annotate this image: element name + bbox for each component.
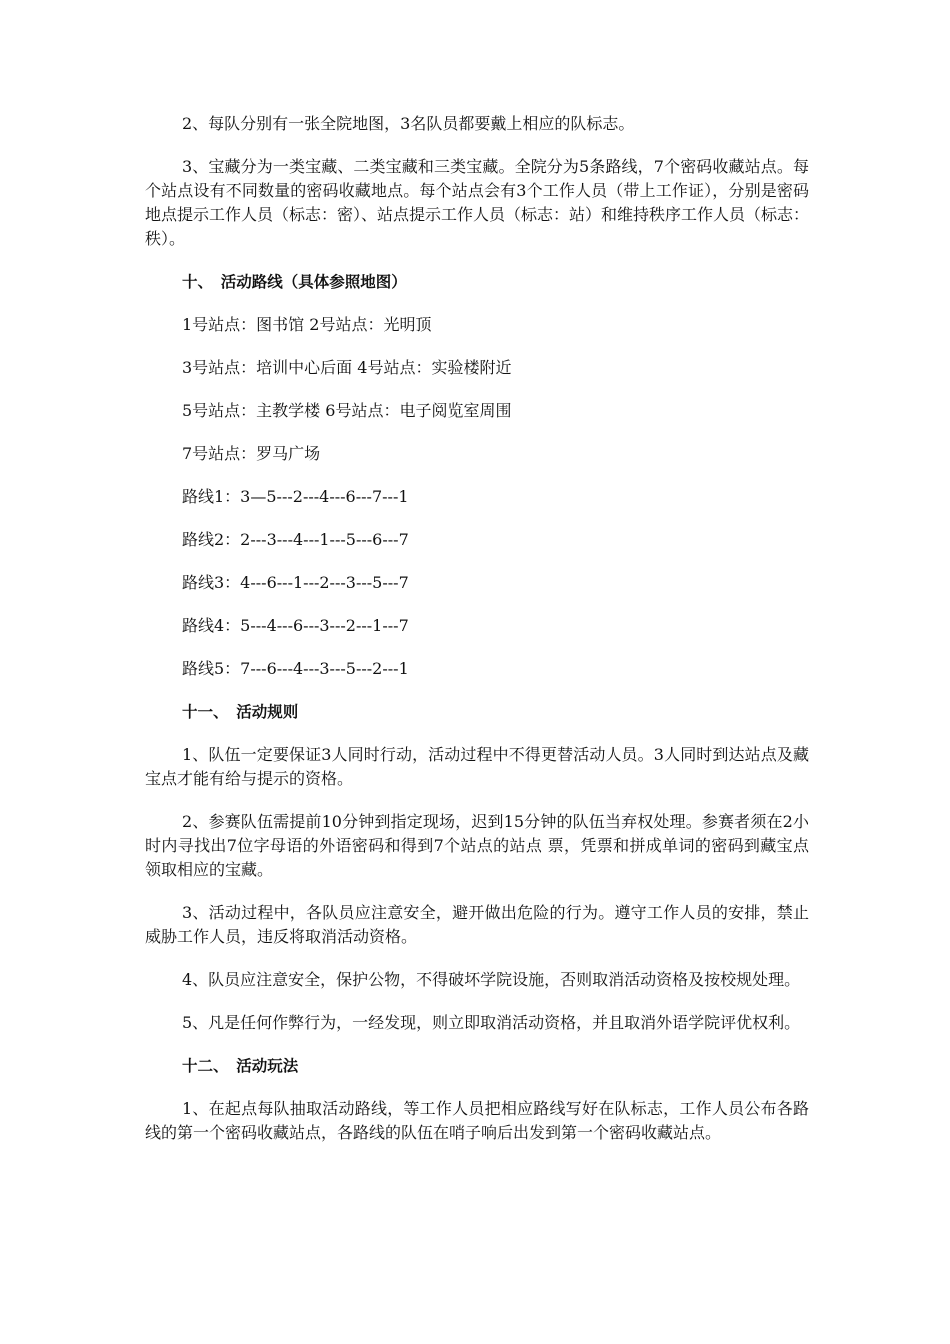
- rule-paragraph: 4、队员应注意安全，保护公物，不得破坏学院设施，否则取消活动资格及按校规处理。: [182, 970, 801, 989]
- station-line: 1号站点：图书馆 2号站点：光明顶: [182, 315, 432, 334]
- paragraph-treasure-types: 3、宝藏分为一类宝藏、二类宝藏和三类宝藏。全院分为5条路线，7个密码收藏站点。每个站点设有不同数量的密码收藏地点。每个站点会有3个工作人员（带上工作证），分别是密码地点提示工作人员（标志：密）、站点提示工作人员（标志：站）和维持秩序工作人员（标志：秩）。: [145, 157, 810, 248]
- route-line: 路线4：5---4---6---3---2---1---7: [182, 616, 409, 635]
- route-line: 路线3：4---6---1---2---3---5---7: [182, 573, 409, 592]
- rule-paragraph: 1、队伍一定要保证3人同时行动，活动过程中不得更替活动人员。3人同时到达站点及藏宝点才能有给与提示的资格。: [145, 745, 809, 788]
- paragraph-team-map: 2、每队分别有一张全院地图，3名队员都要戴上相应的队标志。: [182, 114, 635, 133]
- route-line: 路线1：3—5---2---4---6---7---1: [182, 487, 409, 506]
- section-heading-rules: 十一、 活动规则: [182, 703, 299, 721]
- route-line: 路线5：7---6---4---3---5---2---1: [182, 659, 409, 678]
- rule-paragraph: 3、活动过程中，各队员应注意安全，避开做出危险的行为。遵守工作人员的安排，禁止威胁工作人员，违反将取消活动资格。: [145, 903, 809, 946]
- station-line: 7号站点：罗马广场: [182, 444, 321, 463]
- document-body: [145, 112, 809, 1145]
- section-heading-routes: 十、 活动路线（具体参照地图）: [182, 273, 407, 291]
- station-line: 3号站点：培训中心后面 4号站点：实验楼附近: [182, 358, 512, 377]
- gameplay-paragraph: 1、在起点每队抽取活动路线，等工作人员把相应路线写好在队标志，工作人员公布各路线的第一个密码收藏站点，各路线的队伍在哨子响后出发到第一个密码收藏站点。: [145, 1099, 809, 1142]
- station-line: 5号站点：主教学楼 6号站点：电子阅览室周围: [182, 401, 512, 420]
- rule-paragraph: 2、参赛队伍需提前10分钟到指定现场，迟到15分钟的队伍当弃权处理。参赛者须在2小时内寻找出7位字母语的外语密码和得到7个站点的站点 票，凭票和拼成单词的密码到藏宝点领取相应的宝藏。: [145, 812, 809, 879]
- rule-paragraph: 5、凡是任何作弊行为，一经发现，则立即取消活动资格，并且取消外语学院评优权利。: [182, 1013, 801, 1032]
- route-line: 路线2：2---3---4---1---5---6---7: [182, 530, 409, 549]
- section-heading-gameplay: 十二、 活动玩法: [182, 1057, 299, 1075]
